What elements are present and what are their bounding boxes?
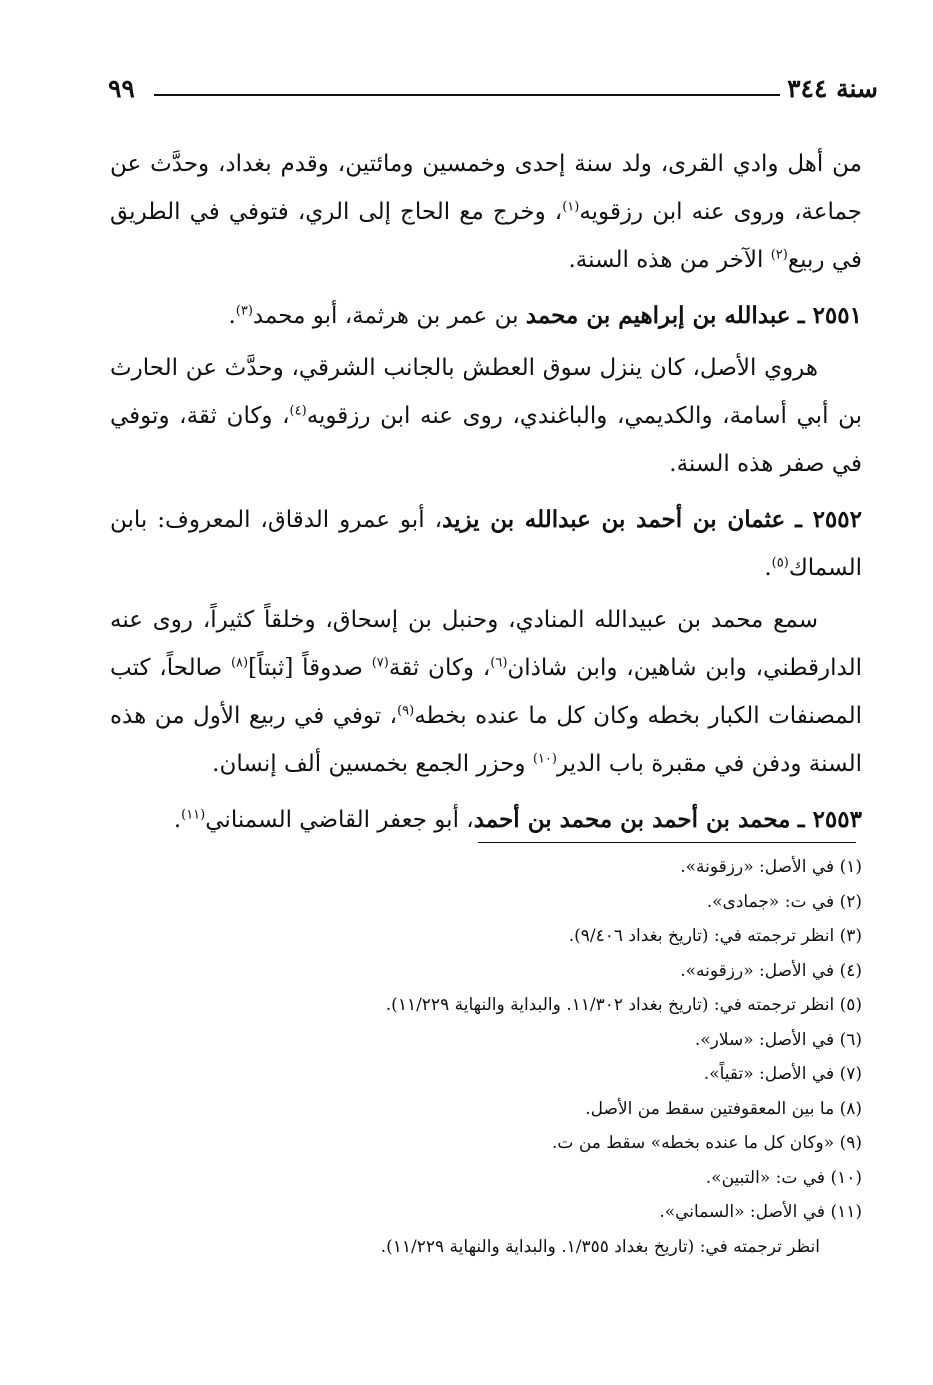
footnote-ref-2[interactable]: (٢) (770, 247, 788, 263)
footnote-ref-1[interactable]: (١) (562, 199, 580, 215)
footnote-ref-7[interactable]: (٧) (371, 655, 389, 671)
footnote-ref-10[interactable]: (١٠) (532, 751, 557, 767)
entry-2551: ٢٥٥١ ـ عبدالله بن إبراهيم بن محمد بن عمر بن هرثمة، أبو محمد$^{(٣)}$. (228, 302, 862, 329)
running-title: سنة ٣٤٤ (787, 74, 878, 103)
footnote-11-continued: انظر ترجمته في: (تاريخ بغداد ١/٣٥٥. والبداية والنهاية ١١/٢٢٩). (380, 1236, 820, 1257)
footnote-ref-8[interactable]: (٨) (230, 655, 249, 671)
footnote-7: (٧) في الأصل: «تقياً». (703, 1064, 862, 1084)
entry-2553: ٢٥٥٣ ـ محمد بن أحمد بن محمد بن أحمد، أبو جعفر القاضي السمناني$^{(١١)}$. (173, 806, 862, 833)
footnote-ref-3[interactable]: (٣) (235, 303, 253, 319)
paragraph-3: سمع محمد بن عبيدالله المنادي، وحنبل بن إسحاق، وخلقاً كثيراً، روى عنه الدارقطني، وابن شاهين، وابن شاذان$^{(٦)}$، وكان ثقة$^{(٧)}$ صدوقاً [ثبتاً]$^{(٨)}$ صالحاً، كتب المصنفات الكبار بخطه وكان كل ما عنده بخطه$^{(٩)}$، توفي في ربيع الأول من هذه السنة ودفن في مقبرة باب الدير$^{(١٠)}$ وحزر الجمع بخمسين ألف إنسان. (110, 607, 863, 777)
entry-2552: ٢٥٥٢ ـ عثمان بن أحمد بن عبدالله بن يزيد، أبو عمرو الدقاق، المعروف: بابن السماك$^{(٥)}$. (110, 506, 862, 581)
footnote-4: (٤) في الأصل: «رزقونه». (680, 960, 862, 981)
footnote-8: (٨) ما بين المعقوفتين سقط من الأصل. (585, 1098, 862, 1119)
footnote-11: (١١) في الأصل: «السماني». (659, 1202, 862, 1222)
entry-name: محمد بن أحمد بن محمد بن أحمد (473, 806, 791, 833)
footnote-6: (٦) في الأصل: «سلار». (694, 1029, 862, 1050)
page-number: ٩٩ (108, 74, 135, 103)
page-header (108, 74, 878, 114)
entry-number: ٢٥٥١ ـ (797, 302, 862, 329)
footnote-ref-4[interactable]: (٤) (289, 403, 307, 419)
footnote-3: (٣) انظر ترجمته في: (تاريخ بغداد ٩/٤٠٦). (568, 926, 862, 946)
header-rule (154, 94, 780, 96)
main-text (110, 140, 862, 848)
footnote-5: (٥) انظر ترجمته في: (تاريخ بغداد ١١/٣٠٢. والبداية والنهاية ١١/٢٢٩). (385, 995, 862, 1015)
footnotes (240, 850, 862, 1264)
footnote-2: (٢) في ت: «جمادى». (706, 891, 862, 912)
footnote-separator (478, 842, 856, 843)
footnote-ref-11[interactable]: (١١) (181, 807, 206, 823)
footnote-ref-5[interactable]: (٥) (771, 555, 789, 571)
footnote-10: (١٠) في ت: «التبين». (705, 1167, 862, 1188)
footnote-ref-9[interactable]: (٩) (397, 703, 415, 719)
entry-number: ٢٥٥٣ ـ (797, 806, 862, 833)
entry-name: عبدالله بن إبراهيم بن محمد (525, 302, 791, 329)
footnote-ref-6[interactable]: (٦) (490, 655, 508, 671)
entry-name: عثمان بن أحمد بن عبدالله بن يزيد (442, 506, 786, 533)
paragraph-1: من أهل وادي القرى، ولد سنة إحدى وخمسين ومائتين، وقدم بغداد، وحدَّث عن جماعة، وروى عنه ابن رزقويه$^{(١)}$، وخرج مع الحاج إلى الري، فتوفي في الطريق في ربيع$^{(٢)}$ الآخر من هذه السنة. (110, 151, 863, 273)
entry-number: ٢٥٥٢ ـ (795, 506, 862, 533)
footnote-1: (١) في الأصل: «رزقونة». (680, 857, 862, 877)
paragraph-2: هروي الأصل، كان ينزل سوق العطش بالجانب الشرقي، وحدَّث عن الحارث بن أبي أسامة، والكديمي، والباغندي، روى عنه ابن رزقويه$^{(٤)}$، وكان ثقة، وتوفي في صفر هذه السنة. (110, 355, 862, 477)
footnote-9: (٩) «وكان كل ما عنده بخطه» سقط من ت. (552, 1133, 862, 1153)
